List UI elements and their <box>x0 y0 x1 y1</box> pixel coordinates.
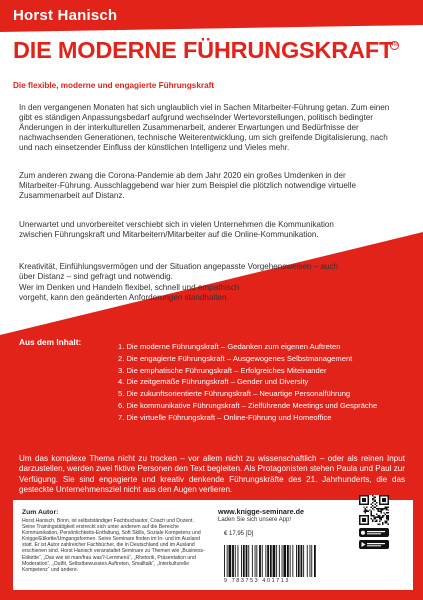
book-subtitle: Die flexible, moderne und engagierte Führungskraft <box>13 81 215 90</box>
apple-app-store-badge-icon[interactable] <box>359 528 389 537</box>
author-bio: Horst Hanisch, Bonn, ist selbstständiger Fachbuchautor, Coach und Dozent. Seine Trainingstätigkeit erstreckt sich unter anderem auf die Bereiche Kommunikation, Persönlichkeits-Entfaltung, Soft Skills, Soziale Kompetenz und Knigge/Etikette/Umgangsformen. Seine Seminare finden im In- und im Ausland statt. Er ist Autor zahlreicher Fachbücher, die in Deutschland und im Ausland erschienen sind. Horst Hanisch veranstaltet Seminare zu Themen wie „Business-Etikette“, „Das wie ist man/frau was?-Lernmenü“, „Rhetorik, Präsentation und Moderation“, „Outfit, Selbstbewusstes Auftreten, Smalltalk“, „Interkulturelle Kompetenz“ und andere. <box>22 518 205 573</box>
description-paragraph-1: In den vergangenen Monaten hat sich unglaublich viel in Sachen Mitarbeiter-Führung getan. Zum einen gibt es ständigen Anpassungsbedarf aufgrund wechselnder Wertevorstellungen, politisch bedingter Änderungen in der interkulturellen Zusammenarbeit, anderer Erwartungen und Bedürfnisse der nachwachsenden Generationen, technische Weiterentwicklung, um sich greifende Digitalisierung, nach und nach einsetzender Einfluss der künstlichen Intelligenz und Vieles mehr. <box>19 103 390 153</box>
qr-code-icon[interactable] <box>359 495 389 525</box>
google-play-badge-icon[interactable] <box>359 540 389 549</box>
info-panel <box>13 500 413 590</box>
barcode-icon <box>224 545 316 577</box>
contents-heading: Aus dem Inhalt: <box>19 337 82 347</box>
description-paragraph-4: Kreativität, Einfühlungsvermögen und der Situation angepasste Vorgehensweisen – auch über Distanz – sind gefragt und notwendig. <box>19 262 339 282</box>
contents-item: 1. Die moderne Führungskraft – Gedanken zum eigenen Auftreten <box>118 342 341 351</box>
contents-item: 7. Die virtuelle Führungskraft – Online-Führung und Homeoffice <box>118 412 332 422</box>
author-heading: Zum Autor: <box>22 509 59 516</box>
summary-paragraph: Um das komplexe Thema nicht zu trocken – vor allem nicht zu wissenschaftlich – oder als reinen Input darzustellen, werden zwei fiktive Personen den Text begleiten. Als Protagonisten stehen Paula und Paul zur Verfügung. Sie sind engagierte und kreativ denkende Führungskräfte des 21. Jahrhunderts, die das gesteckte Unternehmensziel nicht aus den Augen verlieren. <box>19 454 405 495</box>
contents-list <box>118 341 377 424</box>
price-label: € 17,95 [D] <box>224 531 254 537</box>
description-paragraph-2: Zum anderen zwang die Corona-Pandemie ab dem Jahr 2020 ein großes Umdenken in der Mitarbeiter-Führung. Ausschlaggebend war hier zum Beispiel die plötzlich notwendige virtuelle Zusammenarbeit auf Distanz. <box>19 171 356 201</box>
description-paragraph-5: Wer im Denken und Handeln flexibel, schnell und empathisch vorgeht, kann den geänderten Anforderungen standhalten. <box>19 283 240 303</box>
trademark-mark: TM <box>391 42 399 48</box>
contents-item: 6. Die kommunikative Führungskraft – Zielführende Meetings und Gespräche <box>118 400 378 410</box>
website-link[interactable]: www.knigge-seminare.de <box>218 507 305 516</box>
contents-item: 4. Die zeitgemäße Führungskraft – Gender und Diversity <box>118 377 309 387</box>
author-name: Horst Hanisch <box>13 7 118 24</box>
contents-item: 2. Die engagierte Führungskraft – Ausgewogenes Selbstmanagement <box>118 353 353 363</box>
description-paragraph-3: Unerwartet und unvorbereitet verschiebt sich in vielen Unternehmen die Kommunikation zwischen Führungskraft und Mitarbeitern/Mitarbeiter auf die Online-Kommunikation. <box>19 220 334 240</box>
contents-item: 3. Die emphatische Führungskraft – Erfolgreiches Miteinander <box>118 365 327 375</box>
isbn-digits: 9 783753 401713 <box>224 578 290 584</box>
contents-item: 5. Die zukunftsorientierte Führungskraft – Neuartige Personalführung <box>118 389 351 399</box>
book-title: DIE MODERNE FÜHRUNGSKRAFT <box>13 37 394 63</box>
app-text: Laden Sie sich unsere App! <box>218 517 292 523</box>
